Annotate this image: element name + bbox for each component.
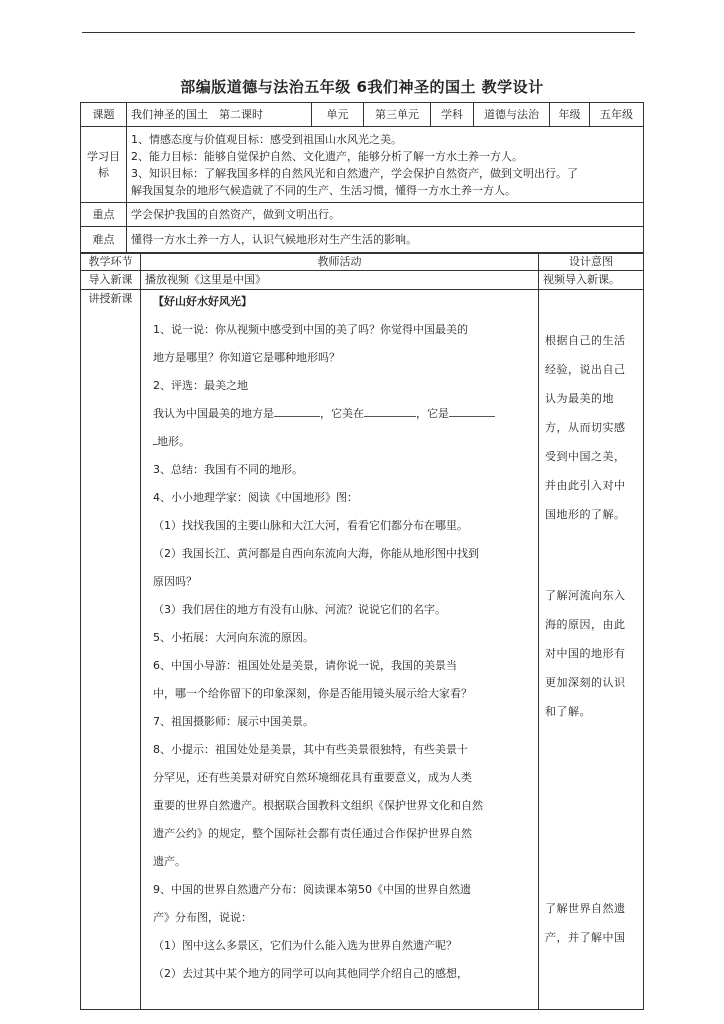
activity-line: （2）我国长江、黄河都是自西向东流向大海，你能从地形图中找到	[153, 547, 479, 560]
design-line: 了解世界自然遗	[545, 902, 626, 915]
design-line: 方，从而切实感	[545, 421, 626, 434]
header-stage: 教学环节	[81, 254, 141, 271]
activity-line: （1）找找我国的主要山脉和大江大河，看看它们都分布在哪里。	[153, 519, 468, 532]
design-line: 对中国的地形有	[545, 647, 626, 660]
design-line: 产，并了解中国	[545, 931, 626, 944]
design-line: 经验，说出自己	[545, 363, 626, 376]
activity-line: 遗产公约》的规定，整个国际社会都有责任通过合作保护世界自然	[153, 827, 472, 840]
activity-line: 3、总结：我国有不同的地形。	[153, 463, 303, 476]
activity-line: 原因吗？	[153, 575, 197, 588]
design-line: 受到中国之美，	[545, 450, 626, 463]
activity-line: 4、小小地理学家：阅读《中国地形》图：	[153, 491, 358, 504]
document-title: 部编版道德与法治五年级 6我们神圣的国土 教学设计	[180, 78, 544, 96]
design-spacer	[545, 529, 640, 581]
activity-line: 遗产。	[153, 855, 186, 868]
activity-text: 我认为中国最美的地方是	[153, 407, 274, 420]
design-spacer	[545, 726, 640, 894]
design-line: 根据自己的生活	[545, 334, 626, 347]
unit-value: 第三单元	[364, 103, 431, 127]
grade-value: 五年级	[590, 103, 644, 127]
fill-in-sentence	[153, 400, 534, 428]
activity-line: 1、说一说：你从视频中感受到中国的美了吗？你觉得中国最美的	[153, 323, 468, 336]
main-design	[539, 290, 644, 1010]
activity-line: （1）图中这么多景区，它们为什么能入选为世界自然遗产呢？	[153, 939, 457, 952]
objective-item: 解我国复杂的地形气候造就了不同的生产、生活习惯，懂得一方水土养一方人。	[131, 183, 516, 197]
activity-line: 分罕见，还有些美景对研究自然环境细花具有重要意义，成为人类	[153, 771, 472, 784]
objective-item: 1、情感态度与价值观目标：感受到祖国山水风光之美。	[131, 132, 402, 146]
intro-design: 视频导入新课。	[539, 271, 644, 290]
activity-line: 地方是哪里？你知道它是哪种地形吗？	[153, 351, 340, 364]
design-spacer	[545, 292, 640, 326]
topic-label: 课题	[81, 103, 127, 127]
design-line: 了解河流向东入	[545, 589, 626, 602]
main-stage: 讲授新课	[81, 290, 141, 1010]
design-note-3	[545, 894, 640, 952]
design-line: 认为最美的地	[545, 392, 614, 405]
subject-value: 道德与法治	[474, 103, 550, 127]
unit-label: 单元	[312, 103, 364, 127]
fill-in-sentence-end	[153, 428, 534, 456]
activity-line: 9、中国的世界自然遗产分布：阅读课本第50《中国的世界自然遗	[153, 883, 471, 896]
activity-line: 7、祖国摄影师：展示中国美景。	[153, 715, 314, 728]
key-point-value: 学会保护我国的自然资产，做到文明出行。	[127, 203, 644, 227]
activity-line: 中，哪一个给你留下的印象深刻，你是否能用镜头展示给大家看？	[153, 687, 472, 700]
objectives-list	[127, 127, 644, 203]
objective-item: 3、知识目标：了解我国多样的自然风光和自然遗产，学会保护自然资产，做到文明出行。了	[131, 166, 578, 180]
objectives-label: 学习目标	[81, 127, 127, 203]
activity-line: （3）我们居住的地方有没有山脉、河流？说说它们的名字。	[153, 603, 446, 616]
intro-activity: 播放视频《这里是中国》	[141, 271, 539, 290]
blank-line	[364, 404, 416, 417]
subject-label: 学科	[431, 103, 474, 127]
design-note-1	[545, 326, 640, 529]
blank-line	[449, 404, 495, 417]
activity-text: 地形。	[157, 435, 190, 448]
intro-stage: 导入新课	[81, 271, 141, 290]
header-activity: 教师活动	[141, 254, 539, 271]
difficult-point-value: 懂得一方水土养一方人，认识气候地形对生产生活的影响。	[127, 227, 644, 253]
blank-line	[274, 404, 320, 417]
teaching-process-table	[80, 253, 644, 1010]
activity-line: 2、评选：最美之地	[153, 379, 248, 392]
activity-line: 6、中国小导游：祖国处处是美景，请你说一说，我国的美景当	[153, 659, 457, 672]
activity-line: 产》分布图，说说：	[153, 911, 252, 924]
topic-value: 我们神圣的国土 第二课时	[127, 103, 312, 127]
design-line: 国地形的了解。	[545, 508, 626, 521]
activity-line: （2）去过其中某个地方的同学可以向其他同学介绍自己的感想，	[153, 967, 468, 980]
activity-text: ，它美在	[320, 407, 364, 420]
header-rule	[82, 32, 635, 33]
activity-line: 5、小拓展：大河向东流的原因。	[153, 631, 314, 644]
grade-label: 年级	[550, 103, 590, 127]
design-line: 海的原因，由此	[545, 618, 626, 631]
design-note-2	[545, 581, 640, 726]
design-line: 更加深刻的认识	[545, 676, 626, 689]
difficult-point-label: 难点	[81, 227, 127, 253]
main-activity	[141, 290, 539, 1010]
activity-text: ，它是	[416, 407, 449, 420]
activity-line: 重要的世界自然遗产。根据联合国教科文组织《保护世界文化和自然	[153, 799, 483, 812]
header-design: 设计意图	[539, 254, 644, 271]
section-title: 【好山好水好风光】	[153, 295, 252, 308]
design-line: 和了解。	[545, 705, 591, 718]
objective-item: 2、能力目标：能够自觉保护自然、文化遗产，能够分析了解一方水土养一方人。	[131, 149, 523, 163]
key-point-label: 重点	[81, 203, 127, 227]
activity-line: 8、小提示：祖国处处是美景，其中有些美景很独特，有些美景十	[153, 743, 468, 756]
design-line: 并由此引入对中	[545, 479, 626, 492]
lesson-info-table	[80, 102, 644, 253]
